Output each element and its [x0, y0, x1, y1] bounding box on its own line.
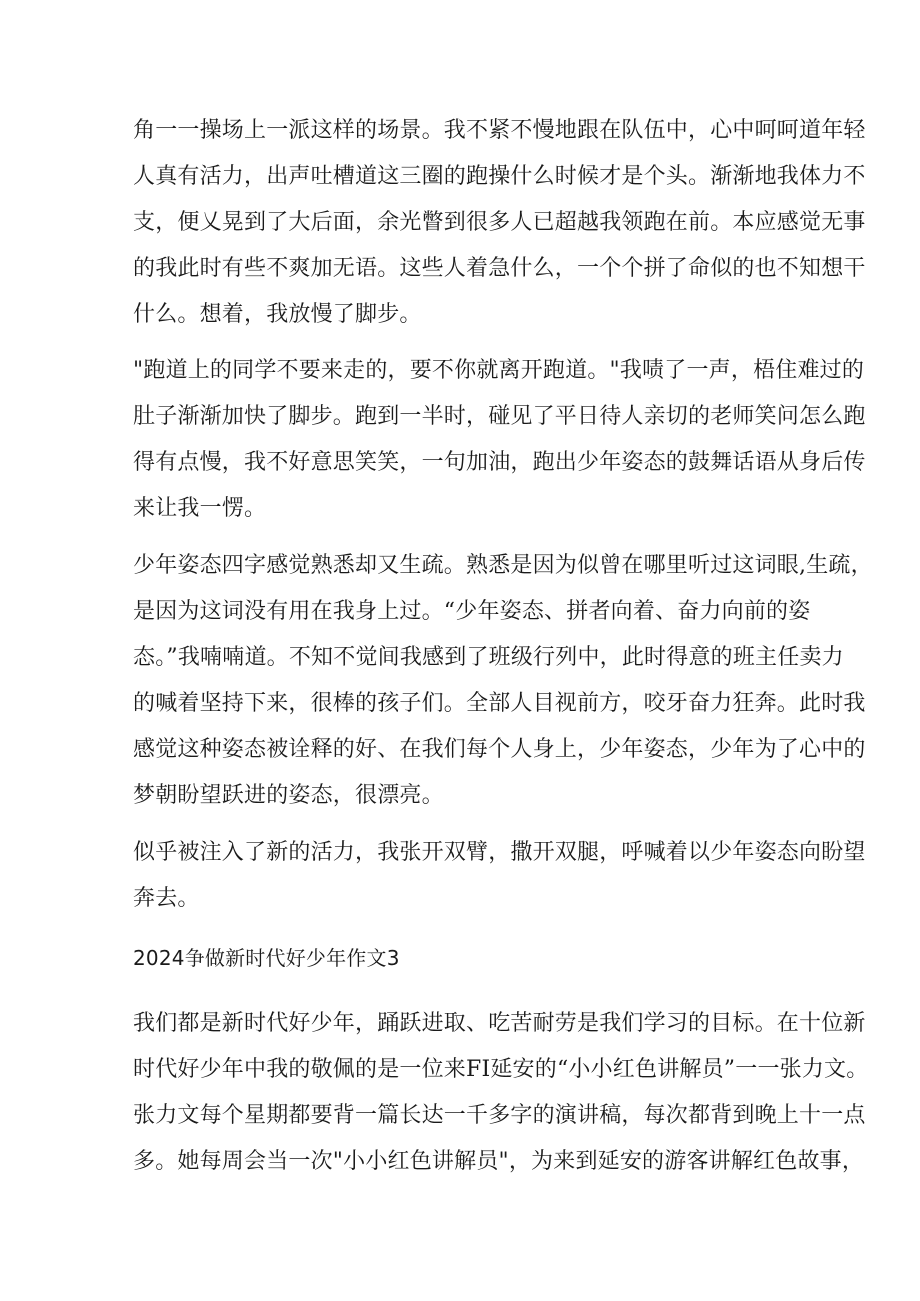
text-line: 是因为这词没有用在我身上过。“少年姿态、拼者向着、奋力向前的姿 [133, 599, 811, 624]
text-line: 什么。想着，我放慢了脚步。 [133, 302, 422, 327]
text-line: "跑道上的同学不要来走的，要不你就离开跑道。"我啧了一声，梧住难过的 [133, 358, 865, 383]
section-heading: 2024争做新时代好少年作文3 [133, 946, 400, 970]
text-line: 感觉这种姿态被诠释的好、在我们每个人身上，少年姿态，少年为了心中的 [133, 737, 866, 762]
text-line: 我们都是新时代好少年，踊跃进取、吃苦耐劳是我们学习的目标。在十位新 [133, 1011, 866, 1036]
text-line: 角一一操场上一派这样的场景。我不紧不慢地跟在队伍中，心中呵呵道年轻 [133, 118, 866, 143]
text-line: 时代好少年中我的敬佩的是一位来FI延安的“小小红色讲解员”一一张力文。 [133, 1057, 869, 1082]
text-line: 多。她每周会当一次"小小红色讲解员"，为来到延安的游客讲解红色故事， [133, 1149, 865, 1174]
text-line: 得有点慢，我不好意思笑笑，一句加油，跑出少年姿态的鼓舞话语从身后传 [133, 450, 866, 475]
text-line: 奔去。 [133, 886, 200, 911]
text-line: 来让我一愣。 [133, 496, 267, 521]
text-line: 人真有活力，出声吐槽道这三圈的跑操什么时候才是个头。渐渐地我体力不 [133, 164, 866, 189]
text-line: 的我此时有些不爽加无语。这些人着急什么，一个个拼了命似的也不知想干 [133, 256, 866, 281]
text-line: 少年姿态四字感觉熟悉却又生疏。熟悉是因为似曾在哪里听过这词眼,生疏， [133, 553, 873, 578]
text-line: 梦朝盼望跃进的姿态，很漂亮。 [133, 783, 444, 808]
text-line: 似乎被注入了新的活力，我张开双臂，撒开双腿，呼喊着以少年姿态向盼望 [133, 840, 866, 865]
text-line: 的喊着坚持下来，很棒的孩子们。全部人目视前方，咬牙奋力狂奔。此时我 [133, 691, 866, 716]
text-line: 态。”我喃喃道。不知不觉间我感到了班级行列中，此时得意的班主任卖力 [133, 645, 844, 670]
text-line: 支，便乂晃到了大后面，余光瞥到很多人已超越我领跑在前。本应感觉无事 [133, 210, 866, 235]
text-line: 张力文每个星期都要背一篇长达一千多字的演讲稿，每次都背到晚上十一点 [133, 1103, 866, 1128]
text-line: 肚子渐渐加快了脚步。跑到一半时，碰见了平日待人亲切的老师笑问怎么跑 [133, 404, 866, 429]
